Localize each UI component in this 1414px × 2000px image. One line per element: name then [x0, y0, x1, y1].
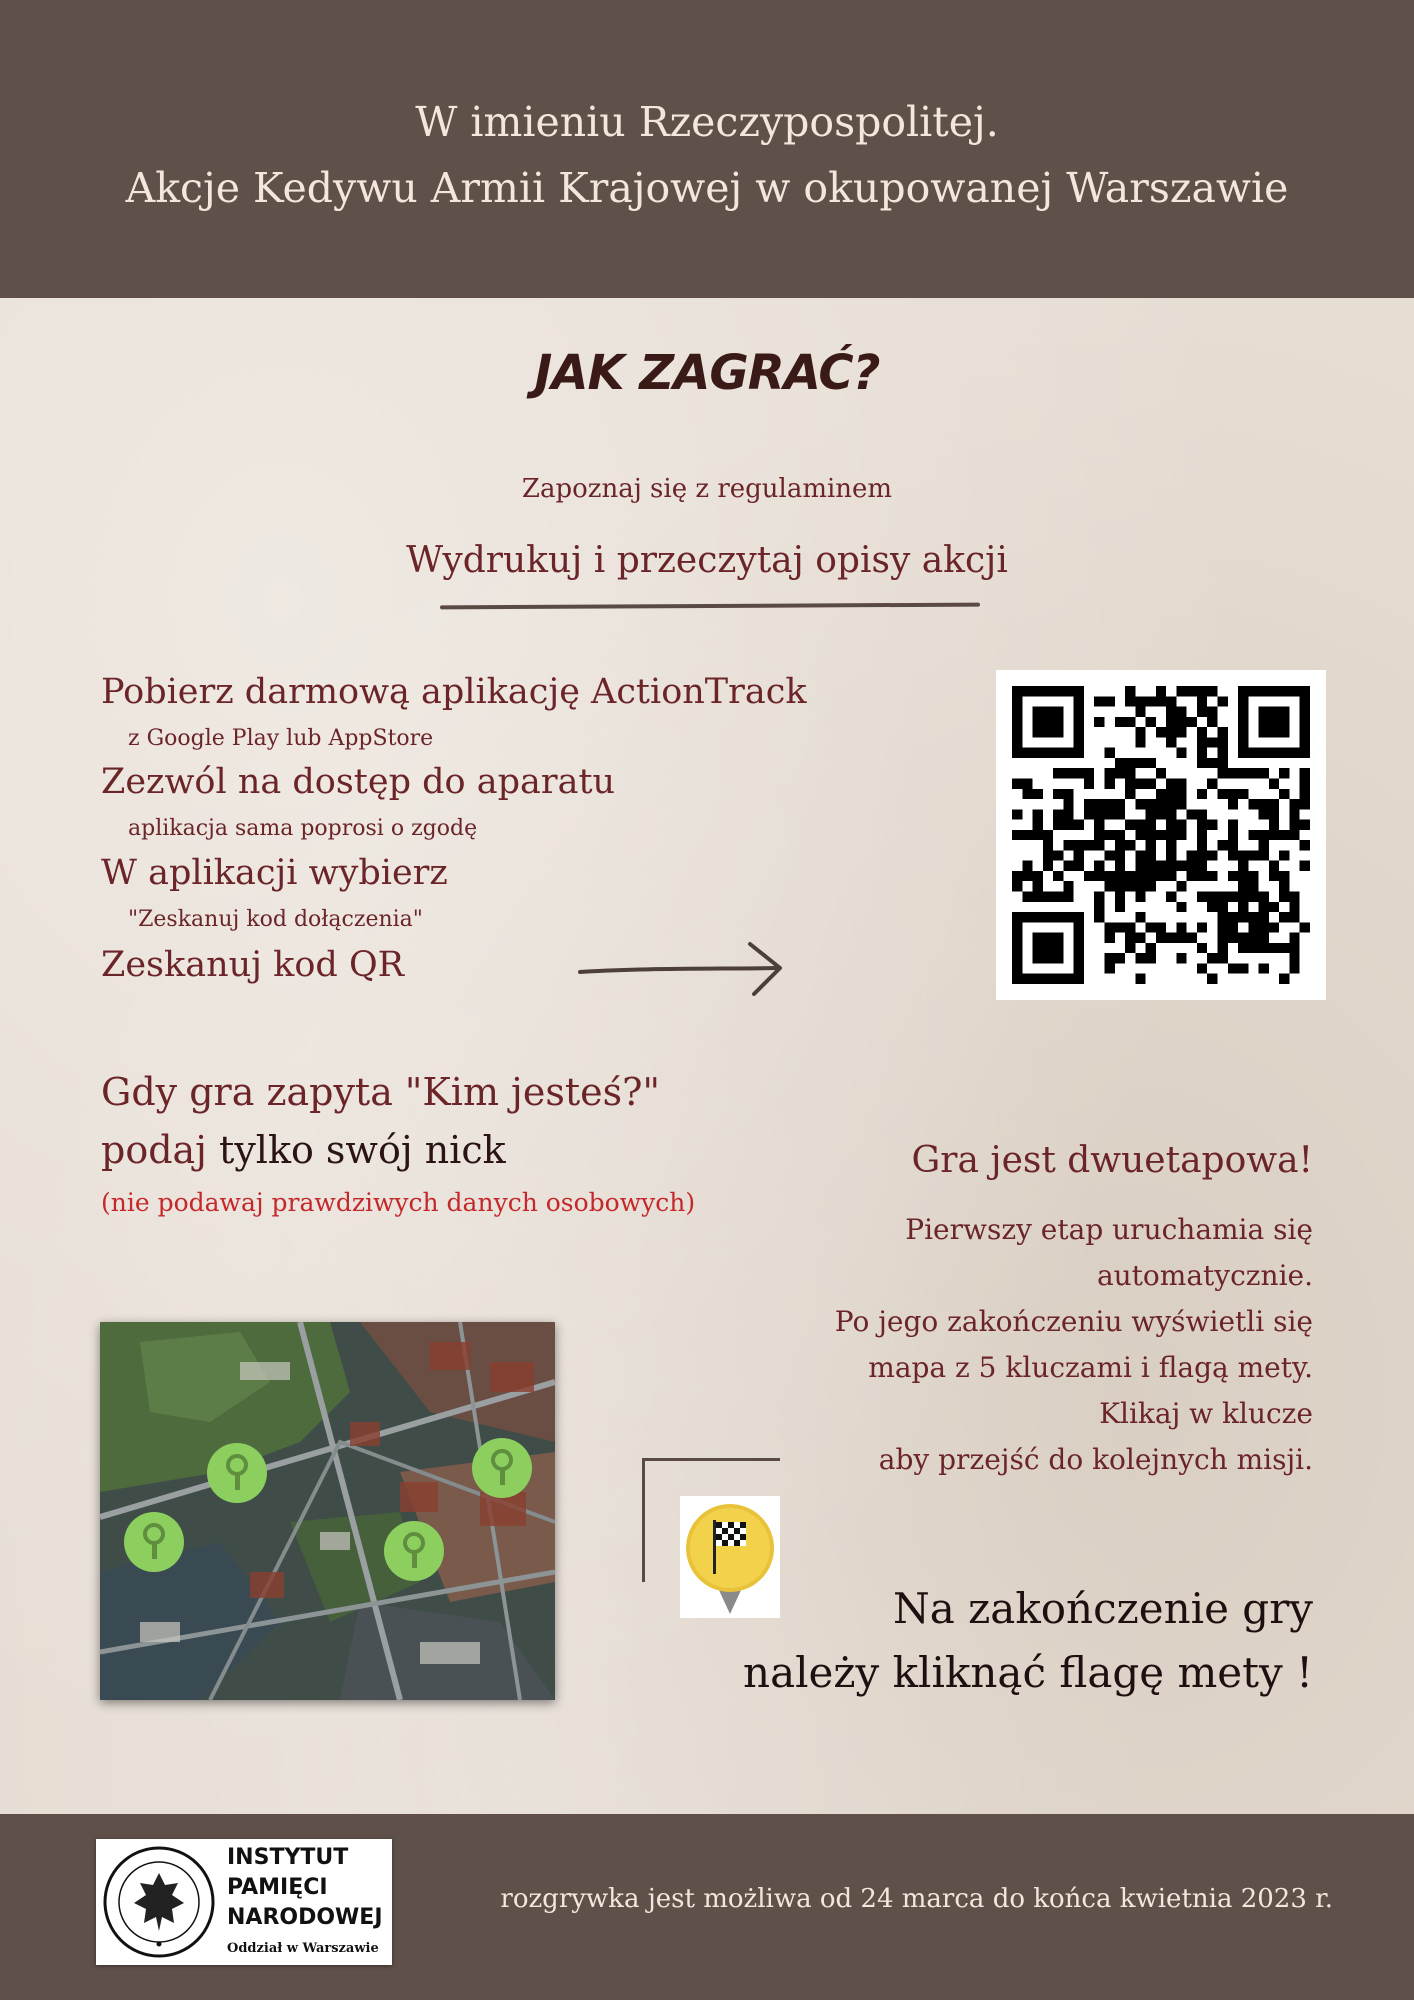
logo-line-3: NARODOWEJ [227, 1905, 383, 1930]
page-title: JAK ZAGRAĆ? [534, 345, 880, 401]
header-line-2: Akcje Kedywu Armii Krajowej w okupowanej Warszawie [125, 164, 1289, 212]
game-map-image [100, 1322, 555, 1700]
step-3-sub: "Zeskanuj kod dołączenia" [128, 907, 423, 932]
arrow-right-icon [578, 938, 788, 998]
rules-link-text: Zapoznaj się z regulaminem [521, 474, 893, 504]
ipn-emblem-icon [102, 1845, 216, 1959]
ipn-logo [96, 1839, 392, 1965]
step-2-main: Zezwól na dostęp do aparatu [101, 762, 616, 802]
qr-code[interactable] [996, 670, 1326, 1000]
decorative-underline [440, 603, 980, 610]
nick-question: Gdy gra zapyta "Kim jesteś?" [101, 1070, 660, 1114]
key-marker-icon [384, 1521, 444, 1581]
stages-heading: Gra jest dwuetapowa! [911, 1140, 1313, 1181]
step-1-sub: z Google Play lub AppStore [128, 726, 434, 751]
key-marker-icon [207, 1443, 267, 1503]
stages-line-6: aby przejść do kolejnych misji. [878, 1443, 1313, 1476]
header-line-1: W imieniu Rzeczypospolitej. [415, 98, 999, 146]
logo-line-1: INSTYTUT [227, 1845, 349, 1870]
nick-instruction-a: podaj [101, 1128, 220, 1172]
stages-line-2: automatycznie. [1096, 1259, 1313, 1292]
logo-line-2: PAMIĘCI [227, 1875, 328, 1900]
game-dates: rozgrywka jest możliwa od 24 marca do końca kwietnia 2023 r. [500, 1884, 1333, 1914]
header-band [0, 0, 1414, 298]
nick-instruction-emphasis: tylko swój nick [219, 1128, 506, 1172]
finish-flag-marker [680, 1496, 780, 1618]
print-instruction: Wydrukuj i przeczytaj opisy akcji [406, 540, 1008, 581]
decorative-bracket-top [642, 1458, 780, 1461]
stages-line-4: mapa z 5 kluczami i flagą mety. [868, 1351, 1313, 1384]
nick-instruction [101, 1128, 506, 1172]
stages-line-5: Klikaj w klucze [1099, 1397, 1313, 1430]
logo-subtitle: Oddział w Warszawie [227, 1941, 379, 1956]
key-marker-icon [124, 1512, 184, 1572]
stages-line-1: Pierwszy etap uruchamia się [905, 1213, 1313, 1246]
step-3-main: W aplikacji wybierz [101, 853, 448, 893]
step-2-sub: aplikacja sama poprosi o zgodę [128, 816, 478, 841]
finale-line-1: Na zakończenie gry [893, 1584, 1313, 1633]
qr-code-image [1012, 686, 1310, 984]
decorative-bracket-side [642, 1458, 645, 1582]
stages-line-3: Po jego zakończeniu wyświetli się [834, 1305, 1313, 1338]
finale-line-2: należy kliknąć flagę mety ! [743, 1648, 1313, 1697]
key-marker-icon [472, 1438, 532, 1498]
step-4-main: Zeskanuj kod QR [101, 945, 404, 985]
step-1-main: Pobierz darmową aplikację ActionTrack [101, 672, 807, 712]
finish-flag-icon [680, 1496, 780, 1618]
privacy-warning: (nie podawaj prawdziwych danych osobowych) [101, 1188, 696, 1217]
